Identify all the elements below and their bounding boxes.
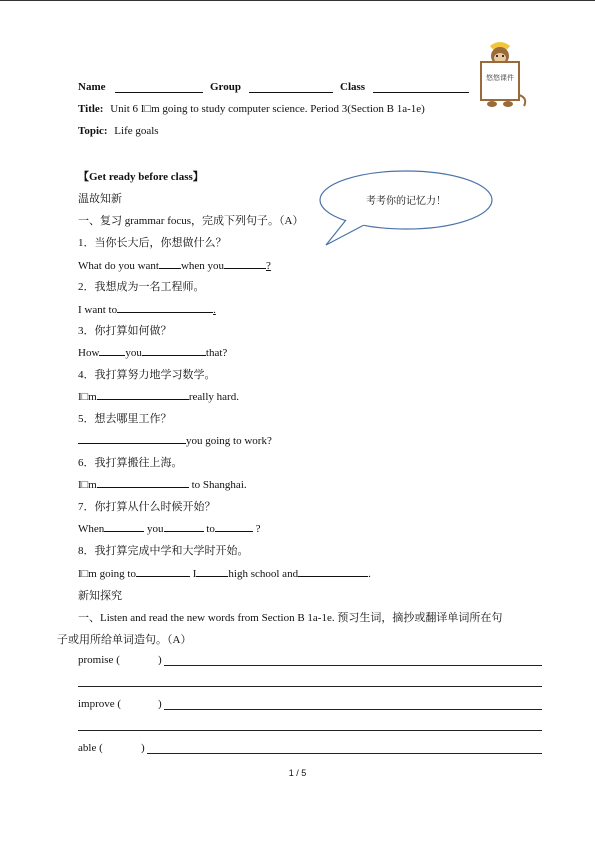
item-4-cn: 4．我打算努力地学习数学。 [78,369,216,381]
name-field[interactable] [115,82,203,93]
vocab-able: able ( [78,742,103,754]
vocab-able-close: ) [141,742,145,754]
speech-bubble-shape [318,170,494,250]
blank[interactable] [99,345,125,356]
blank[interactable] [298,566,368,577]
title-label: Title: [78,103,104,115]
item-5-cn: 5．想去哪里工作？ [78,413,172,425]
topic-line [78,125,159,137]
review-title: 温故知新 [78,193,122,205]
top-border [0,0,595,1]
logo [472,40,528,110]
item-1-cn: 1．当你长大后，你想做什么？ [78,237,227,249]
item-7-cn: 7．你打算从什么时候开始？ [78,501,216,513]
topic-text: Life goals [114,125,159,137]
bubble-text: 考考你的记忆力！ [366,196,446,207]
vocab-promise-line-2[interactable] [78,686,542,687]
item-3-cn: 3．你打算如何做？ [78,325,172,337]
group-field[interactable] [249,82,333,93]
title-line [78,103,425,115]
instruction-2-line2: 子或用所给单词造句。（A） [57,634,192,646]
vocab-promise-line[interactable] [164,665,542,666]
title-text: Unit 6 I□m going to study computer science. Period 3(Section B 1a-1e) [110,103,425,115]
topic-label: Topic: [78,125,108,137]
item-8-en: I□m going to I high school and . [78,568,371,580]
logo-sign-text: 悠悠课件 [486,74,514,82]
item-7-en: When you to ? [78,523,261,535]
item-2-en: I want to . [78,304,216,316]
blank[interactable] [78,433,186,444]
section-heading: 【Get ready before class】 [78,171,204,183]
group-label: Group [210,81,241,93]
instruction-2-line1: 一、Listen and read the new words from Section B 1a-1e. 预习生词，摘抄或翻译单词所在句 [78,612,503,624]
blank[interactable] [97,477,189,488]
class-label: Class [340,81,366,93]
blank[interactable] [196,566,228,577]
speech-bubble [318,170,494,230]
instruction-1: 一、复习 grammar focus，完成下列句子。（A） [78,215,304,227]
vocab-promise-close: ) [158,654,162,666]
vocab-promise: promise ( [78,654,120,666]
blank[interactable] [97,389,189,400]
class-field[interactable] [373,82,469,93]
vocab-improve-close: ) [158,698,162,710]
new-title: 新知探究 [78,590,122,602]
item-1-en: What do you want when you ? [78,260,271,272]
blank[interactable] [142,345,206,356]
blank[interactable] [224,258,266,269]
vocab-able-line[interactable] [147,753,542,754]
item-6-cn: 6．我打算搬往上海。 [78,457,183,469]
blank[interactable] [159,258,181,269]
blank[interactable] [117,302,213,313]
blank[interactable] [215,521,253,532]
name-label: Name [78,81,106,93]
vocab-improve-line[interactable] [164,709,542,710]
item-4-en: I□m really hard. [78,391,239,403]
item-3-en: How you that? [78,347,228,359]
page-number: 1 / 5 [288,768,307,778]
item-8-cn: 8．我打算完成中学和大学时开始。 [78,545,249,557]
vocab-improve-line-2[interactable] [78,730,542,731]
vocab-improve: improve ( [78,698,122,710]
blank[interactable] [164,521,204,532]
item-5-en: you going to work? [78,433,272,447]
blank[interactable] [104,521,144,532]
item-2-cn: 2．我想成为一名工程师。 [78,281,205,293]
item-6-en: I□m to Shanghai. [78,479,247,491]
blank[interactable] [136,566,190,577]
